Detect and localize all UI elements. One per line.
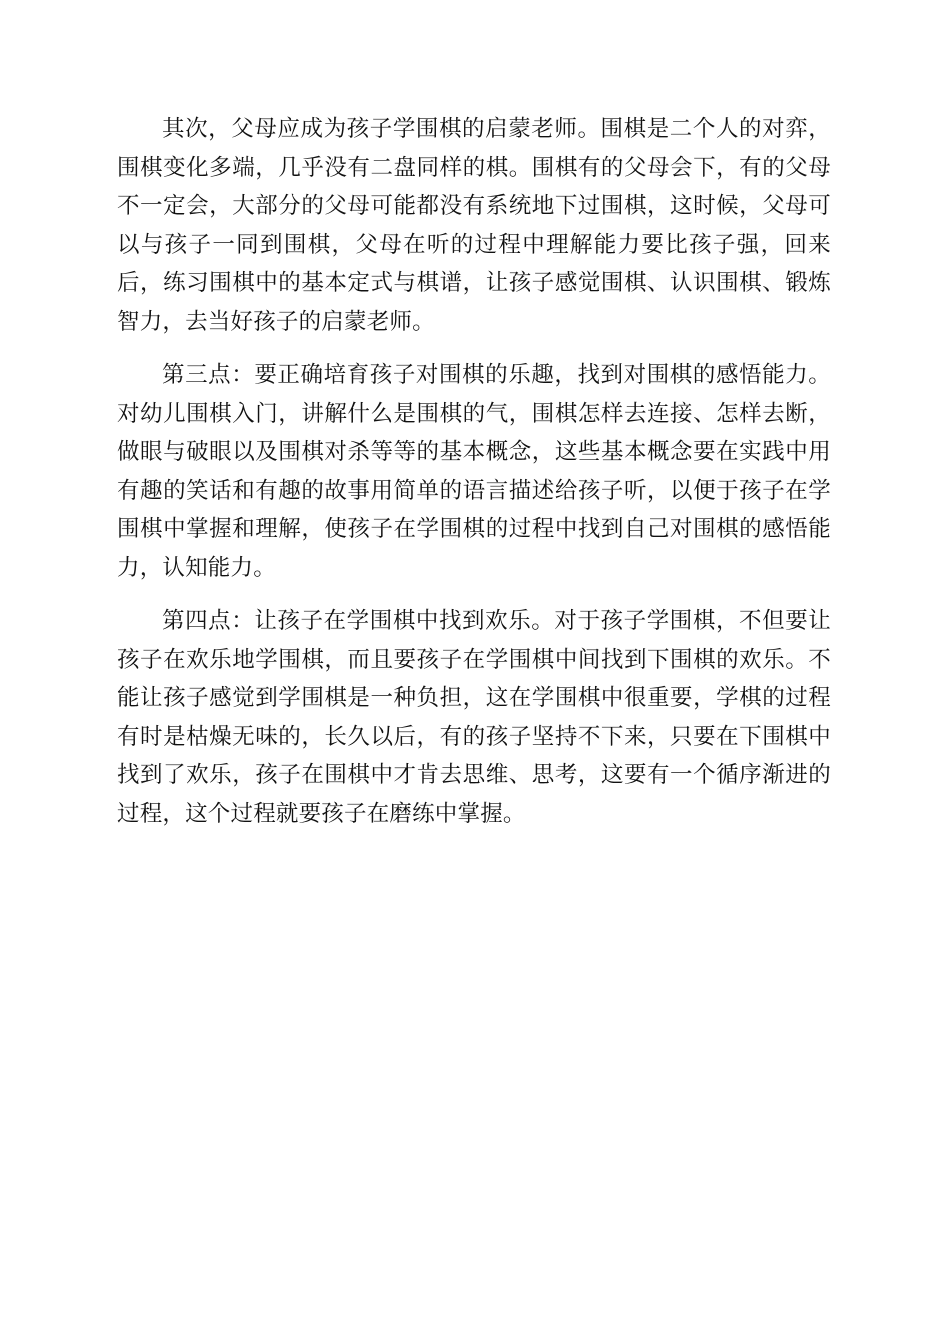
paragraph-point-three: 第三点：要正确培育孩子对围棋的乐趣，找到对围棋的感悟能力。对幼儿围棋入门，讲解什么是围棋的气，围棋怎样去连接、怎样去断，做眼与破眼以及围棋对杀等等的基本概念，这些基本概念要在实践中用有趣的笑话和有趣的故事用简单的语言描述给孩子听，以便于孩子在学围棋中掌握和理解，使孩子在学围棋的过程中找到自己对围棋的感悟能力，认知能力。 [117, 362, 831, 581]
document-body [117, 110, 831, 848]
paragraph-parents-as-teachers: 其次，父母应成为孩子学围棋的启蒙老师。围棋是二个人的对弈，围棋变化多端，几乎没有二盘同样的棋。围棋有的父母会下，有的父母不一定会，大部分的父母可能都没有系统地下过围棋，这时候，父母可以与孩子一同到围棋，父母在听的过程中理解能力要比孩子强，回来后，练习围棋中的基本定式与棋谱，让孩子感觉围棋、认识围棋、锻炼智力，去当好孩子的启蒙老师。 [117, 116, 831, 335]
paragraph-point-four: 第四点：让孩子在学围棋中找到欢乐。对于孩子学围棋，不但要让孩子在欢乐地学围棋，而且要孩子在学围棋中间找到下围棋的欢乐。不能让孩子感觉到学围棋是一种负担，这在学围棋中很重要，学棋的过程有时是枯燥无味的，长久以后，有的孩子坚持不下来，只要在下围棋中找到了欢乐，孩子在围棋中才肯去思维、思考，这要有一个循序渐进的过程，这个过程就要孩子在磨练中掌握。 [117, 608, 831, 827]
